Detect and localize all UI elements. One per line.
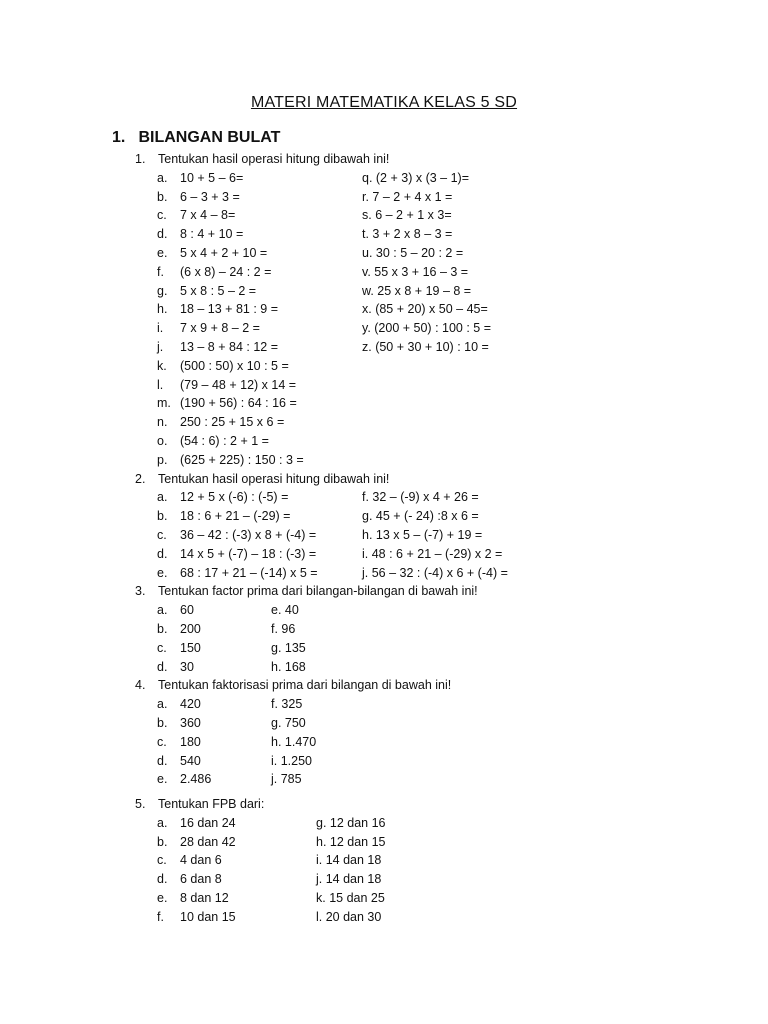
item-left: 6 dan 8	[180, 872, 222, 887]
item-left: 180	[180, 734, 201, 749]
item-label: b.	[157, 834, 168, 849]
item-right: f. 96	[271, 621, 296, 636]
item-right: u. 30 : 5 – 20 : 2 =	[362, 245, 464, 260]
item-right: i. 48 : 6 + 21 – (-29) x 2 =	[362, 546, 503, 561]
item-row	[0, 639, 768, 658]
item-left: 5 x 8 : 5 – 2 =	[180, 283, 257, 298]
item-right: s. 6 – 2 + 1 x 3=	[362, 208, 452, 223]
item-left: 28 dan 42	[180, 834, 236, 849]
question-number: 5.	[135, 797, 146, 812]
item-left: 12 + 5 x (-6) : (-5) =	[180, 490, 289, 505]
item-left: 13 – 8 + 84 : 12 =	[180, 339, 278, 354]
item-right: h. 13 x 5 – (-7) + 19 =	[362, 527, 483, 542]
item-row	[0, 714, 768, 733]
item-label: c.	[157, 640, 167, 655]
item-label: o.	[157, 433, 168, 448]
question-instruction	[0, 582, 768, 601]
item-row	[0, 432, 768, 451]
item-label: i.	[157, 321, 164, 336]
question-text: Tentukan FPB dari:	[158, 797, 265, 812]
item-label: c.	[157, 853, 167, 868]
item-label: d.	[157, 659, 168, 674]
item-label: d.	[157, 753, 168, 768]
item-left: 4 dan 6	[180, 853, 222, 868]
item-label: c.	[157, 208, 167, 223]
item-row	[0, 908, 768, 927]
question-number: 1.	[135, 152, 146, 166]
question-instruction	[0, 795, 768, 814]
item-left: 200	[180, 621, 201, 636]
item-right: k. 15 dan 25	[316, 891, 385, 906]
item-row	[0, 833, 768, 852]
item-row	[0, 169, 768, 188]
item-row	[0, 338, 768, 357]
item-label: n.	[157, 415, 168, 430]
item-left: 7 x 9 + 8 – 2 =	[180, 321, 260, 336]
item-row	[0, 225, 768, 244]
question-number: 2.	[135, 471, 146, 486]
item-label: f.	[157, 264, 164, 279]
item-left: 8 : 4 + 10 =	[180, 227, 244, 242]
item-row	[0, 601, 768, 620]
item-right: v. 55 x 3 + 16 – 3 =	[362, 264, 469, 279]
item-right: j. 785	[271, 772, 302, 787]
item-left: 2.486	[180, 772, 212, 787]
item-left: (6 x 8) – 24 : 2 =	[180, 264, 272, 279]
item-label: d.	[157, 872, 168, 887]
item-label: b.	[157, 715, 168, 730]
item-left: 7 x 4 – 8=	[180, 208, 236, 223]
item-right: h. 168	[271, 659, 306, 674]
question-instruction	[0, 470, 768, 489]
section-heading	[112, 129, 280, 147]
item-row	[0, 357, 768, 376]
question-block	[0, 676, 768, 789]
item-row	[0, 564, 768, 583]
item-right: w. 25 x 8 + 19 – 8 =	[362, 283, 472, 298]
item-label: e.	[157, 772, 168, 787]
item-label: e.	[157, 891, 168, 906]
item-left: 10 dan 15	[180, 909, 236, 924]
item-label: b.	[157, 189, 168, 204]
item-row	[0, 770, 768, 789]
item-label: l.	[157, 377, 164, 392]
item-left: 14 x 5 + (-7) – 18 : (-3) =	[180, 546, 317, 561]
item-row	[0, 263, 768, 282]
item-right: l. 20 dan 30	[316, 909, 382, 924]
item-label: k.	[157, 358, 167, 373]
item-left: 30	[180, 659, 194, 674]
item-left: 16 dan 24	[180, 815, 236, 830]
item-label: g.	[157, 283, 168, 298]
item-label: e.	[157, 245, 168, 260]
item-left: 8 dan 12	[180, 891, 229, 906]
item-left: 150	[180, 640, 201, 655]
item-label: c.	[157, 527, 167, 542]
item-left: (54 : 6) : 2 + 1 =	[180, 433, 269, 448]
item-row	[0, 394, 768, 413]
item-row	[0, 451, 768, 470]
item-right: g. 45 + (- 24) :8 x 6 =	[362, 509, 479, 524]
question-text: Tentukan hasil operasi hitung dibawah ini!	[158, 471, 390, 486]
item-left: 360	[180, 715, 201, 730]
item-row	[0, 188, 768, 207]
item-label: c.	[157, 734, 167, 749]
item-right: g. 12 dan 16	[316, 815, 386, 830]
item-row	[0, 545, 768, 564]
item-label: m.	[157, 396, 171, 411]
item-row	[0, 488, 768, 507]
item-row	[0, 300, 768, 319]
item-left: 68 : 17 + 21 – (-14) x 5 =	[180, 565, 318, 580]
item-row	[0, 376, 768, 395]
item-row	[0, 526, 768, 545]
item-label: d.	[157, 546, 168, 561]
item-label: b.	[157, 621, 168, 636]
item-label: a.	[157, 603, 168, 618]
question-text: Tentukan hasil operasi hitung dibawah ini!	[158, 152, 390, 166]
item-right: h. 12 dan 15	[316, 834, 386, 849]
item-label: e.	[157, 565, 168, 580]
item-row	[0, 507, 768, 526]
item-right: i. 14 dan 18	[316, 853, 382, 868]
item-label: h.	[157, 302, 168, 317]
item-right: g. 135	[271, 640, 306, 655]
item-row	[0, 870, 768, 889]
item-right: x. (85 + 20) x 50 – 45=	[362, 302, 488, 317]
item-right: j. 14 dan 18	[316, 872, 382, 887]
item-label: a.	[157, 170, 168, 185]
item-left: 540	[180, 753, 201, 768]
item-row	[0, 413, 768, 432]
item-right: f. 325	[271, 697, 303, 712]
section-number: 1.	[112, 129, 126, 146]
question-number: 4.	[135, 678, 146, 693]
question-instruction	[0, 150, 768, 169]
question-number: 3.	[135, 584, 146, 599]
item-row	[0, 282, 768, 301]
question-block	[0, 795, 768, 927]
item-left: (190 + 56) : 64 : 16 =	[180, 396, 297, 411]
question-text: Tentukan faktorisasi prima dari bilangan di bawah ini!	[158, 678, 452, 693]
item-row	[0, 889, 768, 908]
item-label: f.	[157, 909, 164, 924]
item-row	[0, 733, 768, 752]
section-title: BILANGAN BULAT	[138, 129, 281, 146]
item-left: 5 x 4 + 2 + 10 =	[180, 245, 268, 260]
item-right: z. (50 + 30 + 10) : 10 =	[362, 339, 489, 354]
item-row	[0, 620, 768, 639]
item-row	[0, 244, 768, 263]
question-list	[0, 150, 768, 927]
item-row	[0, 752, 768, 771]
item-right: j. 56 – 32 : (-4) x 6 + (-4) =	[362, 565, 508, 580]
item-left: 60	[180, 603, 194, 618]
item-left: 18 – 13 + 81 : 9 =	[180, 302, 278, 317]
item-row	[0, 658, 768, 677]
item-row	[0, 206, 768, 225]
item-label: a.	[157, 815, 168, 830]
item-left: 18 : 6 + 21 – (-29) =	[180, 509, 291, 524]
item-label: d.	[157, 227, 168, 242]
item-right: g. 750	[271, 715, 306, 730]
item-left: 420	[180, 697, 201, 712]
question-text: Tentukan factor prima dari bilangan-bilangan di bawah ini!	[158, 584, 478, 599]
item-row	[0, 319, 768, 338]
item-left: 6 – 3 + 3 =	[180, 189, 240, 204]
item-right: y. (200 + 50) : 100 : 5 =	[362, 321, 492, 336]
item-right: e. 40	[271, 603, 299, 618]
item-label: j.	[157, 339, 164, 354]
item-right: q. (2 + 3) x (3 – 1)=	[362, 170, 469, 185]
item-left: 250 : 25 + 15 x 6 =	[180, 415, 285, 430]
question-block	[0, 150, 768, 470]
item-row	[0, 851, 768, 870]
question-block	[0, 582, 768, 676]
item-left: (625 + 225) : 150 : 3 =	[180, 452, 304, 467]
document-title: MATERI MATEMATIKA KELAS 5 SD	[250, 94, 518, 111]
item-right: i. 1.250	[271, 753, 313, 768]
item-right: h. 1.470	[271, 734, 317, 749]
item-label: b.	[157, 509, 168, 524]
question-block	[0, 470, 768, 583]
item-right: t. 3 + 2 x 8 – 3 =	[362, 227, 453, 242]
item-left: (500 : 50) x 10 : 5 =	[180, 358, 289, 373]
item-label: a.	[157, 490, 168, 505]
item-row	[0, 695, 768, 714]
item-row	[0, 814, 768, 833]
item-right: f. 32 – (-9) x 4 + 26 =	[362, 490, 479, 505]
item-left: 36 – 42 : (-3) x 8 + (-4) =	[180, 527, 317, 542]
item-left: 10 + 5 – 6=	[180, 170, 244, 185]
item-left: (79 – 48 + 12) x 14 =	[180, 377, 297, 392]
question-instruction	[0, 676, 768, 695]
item-right: r. 7 – 2 + 4 x 1 =	[362, 189, 453, 204]
item-label: a.	[157, 697, 168, 712]
item-label: p.	[157, 452, 168, 467]
